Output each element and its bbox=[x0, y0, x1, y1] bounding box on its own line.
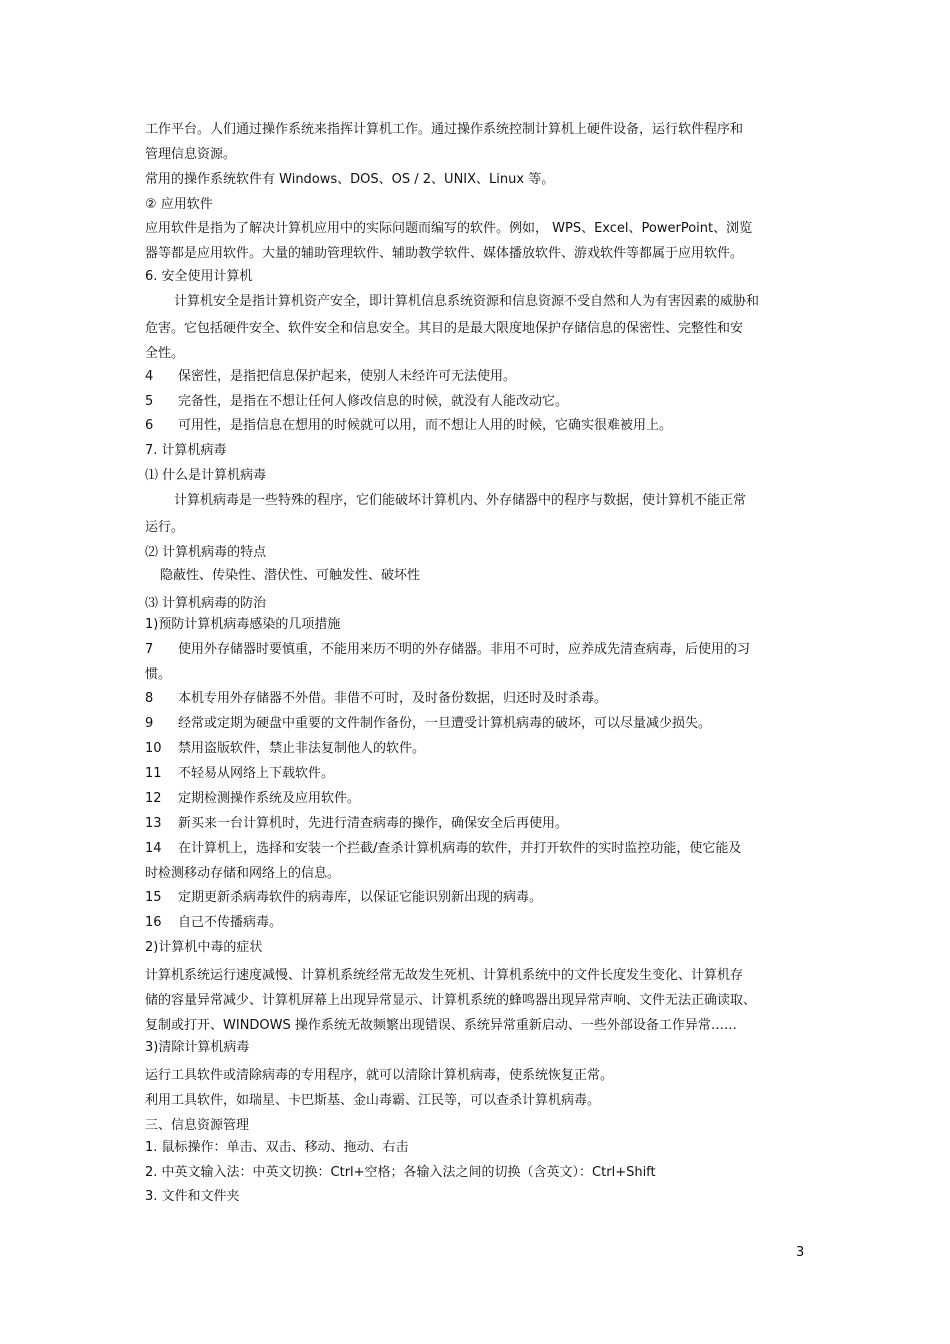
subsection-heading: 1)预防计算机病毒感染的几项措施 bbox=[145, 617, 341, 632]
page-number: 3 bbox=[796, 1245, 805, 1260]
text-line: 全性。 bbox=[145, 346, 185, 361]
text-line: 计算机系统运行速度减慢、计算机系统经常无故发生死机、计算机系统中的文件长度发生变化、计算机存 bbox=[145, 968, 744, 983]
list-item: 自己不传播病毒。 bbox=[178, 915, 283, 930]
text-line: 储的容量异常减少、计算机屏幕上出现异常显示、计算机系统的蜂鸣器出现异常声响、文件无法正确读取、 bbox=[145, 993, 757, 1008]
list-item: 定期更新杀病毒软件的病毒库，以保证它能识别新出现的病毒。 bbox=[178, 890, 543, 905]
list-number: 4 bbox=[145, 369, 154, 384]
list-number: 12 bbox=[145, 791, 162, 806]
list-item: 经常或定期为硬盘中重要的文件制作备份，一旦遭受计算机病毒的破坏，可以尽量减少损失。 bbox=[178, 716, 712, 731]
list-number: 13 bbox=[145, 816, 162, 831]
list-number: 10 bbox=[145, 741, 162, 756]
section-heading: 三、信息资源管理 bbox=[145, 1118, 250, 1133]
list-item: 保密性，是指把信息保护起来，使别人未经许可无法使用。 bbox=[178, 369, 517, 384]
text-line: 计算机病毒是一些特殊的程序，它们能破坏计算机内、外存储器中的程序与数据，使计算机不能正常 bbox=[174, 493, 747, 508]
text-line: 常用的操作系统软件有 Windows、DOS、OS / 2、UNIX、Linux 等。 bbox=[145, 172, 555, 187]
list-number: 5 bbox=[145, 394, 154, 409]
text-line: 管理信息资源。 bbox=[145, 147, 237, 162]
list-number: 8 bbox=[145, 691, 154, 706]
list-item: 在计算机上，选择和安装一个拦截/查杀计算机病毒的软件，并打开软件的实时监控功能，使它能及 bbox=[178, 841, 742, 856]
text-line: 时检测移动存储和网络上的信息。 bbox=[145, 866, 341, 881]
list-number: 7 bbox=[145, 642, 154, 657]
list-number: 9 bbox=[145, 716, 154, 731]
list-item: 可用性，是指信息在想用的时候就可以用，而不想让人用的时候，它确实很难被用上。 bbox=[178, 418, 673, 433]
text-line: 应用软件是指为了解决计算机应用中的实际问题而编写的软件。例如， WPS、Excel、PowerPoint、浏览 bbox=[145, 221, 753, 236]
list-item: 完备性，是指在不想让任何人修改信息的时候，就没有人能改动它。 bbox=[178, 394, 569, 409]
subsection-heading: ⑶ 计算机病毒的防治 bbox=[145, 596, 267, 611]
list-item: 禁用盗版软件，禁止非法复制他人的软件。 bbox=[178, 741, 426, 756]
section-heading: ② 应用软件 bbox=[145, 197, 213, 212]
list-item: 定期检测操作系统及应用软件。 bbox=[178, 791, 361, 806]
list-item: 本机专用外存储器不外借。非借不可时，及时备份数据，归还时及时杀毒。 bbox=[178, 691, 608, 706]
list-item: 新买来一台计算机时，先进行清查病毒的操作，确保安全后再使用。 bbox=[178, 816, 569, 831]
text-line: 惯。 bbox=[145, 667, 172, 682]
subsection-heading: 3)清除计算机病毒 bbox=[145, 1040, 250, 1055]
list-number: 6 bbox=[145, 418, 154, 433]
subsection-heading: 2)计算机中毒的症状 bbox=[145, 940, 263, 955]
text-line: 隐蔽性、传染性、潜伏性、可触发性、破坏性 bbox=[160, 568, 421, 583]
text-line: 危害。它包括硬件安全、软件安全和信息安全。其目的是最大限度地保护存储信息的保密性、完整性和安 bbox=[145, 321, 744, 336]
section-heading: 6. 安全使用计算机 bbox=[145, 269, 253, 284]
list-item: 不轻易从网络上下载软件。 bbox=[178, 766, 335, 781]
list-number: 15 bbox=[145, 890, 162, 905]
list-number: 11 bbox=[145, 766, 162, 781]
text-line: 复制或打开、WINDOWS 操作系统无故频繁出现错误、系统异常重新启动、一些外部设备工作异常…… bbox=[145, 1018, 737, 1033]
subsection-heading: ⑵ 计算机病毒的特点 bbox=[145, 545, 267, 560]
text-line: 器等都是应用软件。大量的辅助管理软件、辅助教学软件、媒体播放软件、游戏软件等都属于应用软件。 bbox=[145, 246, 744, 261]
section-heading: 7. 计算机病毒 bbox=[145, 443, 227, 458]
subsection-heading: ⑴ 什么是计算机病毒 bbox=[145, 468, 267, 483]
text-line: 2. 中英文输入法：中英文切换：Ctrl+空格；各输入法之间的切换（含英文）：Ctrl+Shift bbox=[145, 1165, 656, 1180]
list-number: 14 bbox=[145, 841, 162, 856]
text-line: 利用工具软件，如瑞星、卡巴斯基、金山毒霸、江民等，可以查杀计算机病毒。 bbox=[145, 1093, 601, 1108]
text-line: 运行。 bbox=[145, 520, 185, 535]
text-line: 1. 鼠标操作：单击、双击、移动、拖动、右击 bbox=[145, 1140, 409, 1155]
text-line: 运行工具软件或清除病毒的专用程序，就可以清除计算机病毒，使系统恢复正常。 bbox=[145, 1068, 614, 1083]
list-item: 使用外存储器时要慎重，不能用来历不明的外存储器。非用不可时，应养成先清查病毒，后使用的习 bbox=[178, 642, 751, 657]
text-line: 计算机安全是指计算机资产安全，即计算机信息系统资源和信息资源不受自然和人为有害因素的威胁和 bbox=[174, 294, 760, 309]
text-line: 工作平台。人们通过操作系统来指挥计算机工作。通过操作系统控制计算机上硬件设备，运行软件程序和 bbox=[145, 122, 744, 137]
list-number: 16 bbox=[145, 915, 162, 930]
text-line: 3. 文件和文件夹 bbox=[145, 1189, 240, 1204]
